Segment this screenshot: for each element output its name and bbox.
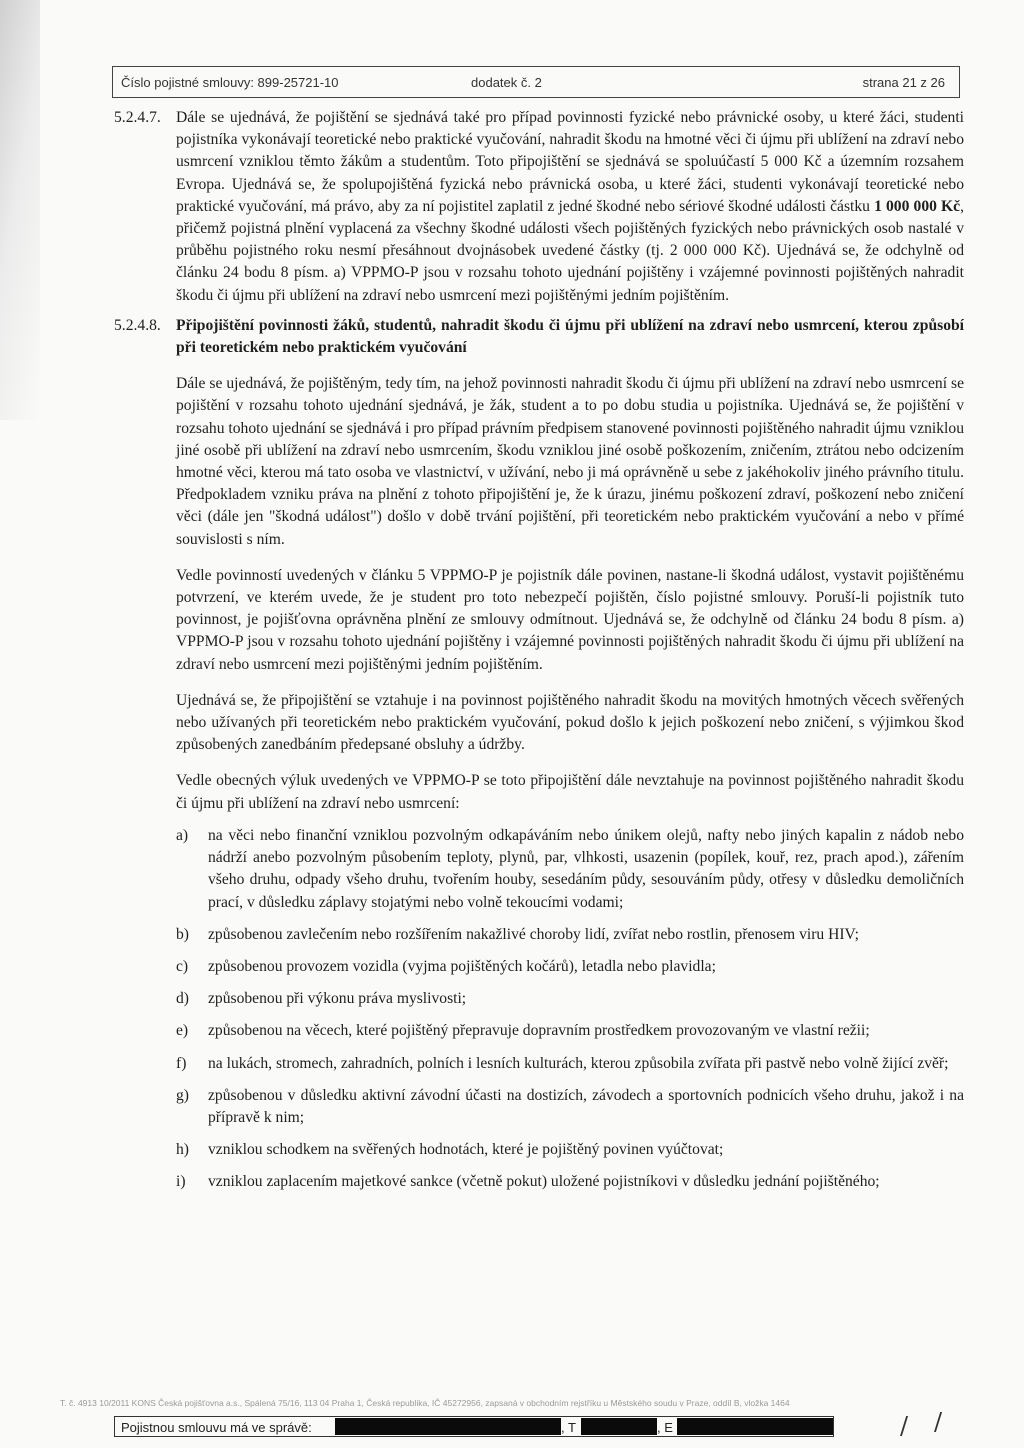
list-item-label: a): [176, 826, 189, 844]
list-item: [176, 825, 964, 914]
list-item-label: e): [176, 1022, 189, 1040]
list-item-text: způsobenou na věcech, které pojištěný přepravuje dopravním prostředkem provozovaným ve vlastní režii;: [208, 1022, 870, 1040]
redacted-phone: [581, 1418, 657, 1435]
phone-label: , T: [561, 1420, 576, 1435]
page-header: [112, 66, 960, 98]
list-item-label: i): [176, 1173, 186, 1191]
handwritten-mark: /: [934, 1408, 943, 1436]
list-item: [176, 1139, 964, 1161]
redacted-name: [335, 1418, 561, 1435]
list-item-label: f): [176, 1054, 187, 1072]
list-item: [176, 1053, 964, 1075]
section-number: 5.2.4.8.: [114, 316, 161, 334]
list-item-text: vzniklou schodkem na svěřených hodnotách, které je pojištěný povinen vyúčtovat;: [208, 1141, 724, 1159]
section-text-part1: Dále se ujednává, že pojištění se sjednává také pro případ povinnosti fyzické nebo právnické osoby, u které žáci, studenti pojistníka vykonávají teoretické nebo praktické vyučování, nahradit škodu na hmotné věci či újmu při ublížení na zdraví nebo usmrcení vzniklou těmto žákům a studentům. Toto připojištění se sjednává se spoluúčastí 5 000 Kč a územním rozsahem Evropa. Ujednává se, že spolupojištěná fyzická nebo právnická osoba, u které žáci, studenti vykonávají teoretické nebo praktické vyučování, má právo, aby za ní pojistitel zaplatil z jedné škodné nebo sériové škodné události částku: [176, 109, 964, 215]
paragraph-2: Vedle povinností uvedených v článku 5 VPPMO-P je pojistník dále povinen, nastane-li škodná událost, vystavit pojištěnému potvrzení, ve kterém uvede, že je student pro toto nebezpečí pojištěn, číslo pojistné smlouvy. Poruší-li pojistník tuto povinnost, je pojišťovna oprávněna plnění ze smlouvy odmítnout. Ujednává se, že odchylně od článku 24 bodu 8 písm. a) VPPMO-P jsou v rozsahu tohoto ujednání pojištěny i vzájemné povinnosti pojištěných nahradit škodu či újmu při ublížení na zdraví nebo usmrcení mezi pojištěnými jedním pojištěním.: [176, 566, 964, 673]
paragraph-3: Ujednává se, že připojištění se vztahuje i na povinnost pojištěného nahradit škodu na movitých hmotných věcech svěřených nebo užívaných při teoretickém nebo praktickém vyučování, pokud došlo k jejich poškození nebo zničení, s výjimkou škod způsobených zanedbáním předepsané obsluhy a údržby.: [176, 691, 964, 754]
exclusions-list: [176, 825, 964, 1194]
insured-amount: 1 000 000 Kč: [874, 197, 961, 215]
section-number: 5.2.4.7.: [114, 109, 161, 126]
amendment-number: dodatek č. 2: [471, 75, 542, 90]
section-text: [176, 107, 964, 307]
list-item-text: způsobenou zavlečením nebo rozšířením nakažlivé choroby lidí, zvířat nebo rostlin, přenosem viru HIV;: [208, 925, 859, 943]
list-item-text: způsobenou provozem vozidla (vyjma pojištěných kočárů), letadla nebo plavidla;: [208, 957, 716, 975]
footer-company-info: T. č. 4913 10/2011 KONS Česká pojišťovna a.s., Spálená 75/16, 113 04 Praha 1, Česká republika, IČ 45272956, zapsaná v obchodním rejstříku u Městského soudu v Praze, oddíl B, vložka 1464: [60, 1398, 790, 1408]
list-item-label: d): [176, 990, 189, 1008]
list-item-label: g): [176, 1086, 189, 1104]
document-body: [114, 107, 964, 1204]
section-5-2-4-8-body: [114, 373, 964, 1193]
paragraph-1: Dále se ujednává, že pojištěným, tedy tím, na jehož povinnosti nahradit škodu či újmu při ublížení na zdraví nebo usmrcení se pojištění v rozsahu tohoto ujednání sjednává, je žák, student a to po dobu studia u pojistníka. Ujednává se, že pojištění v rozsahu tohoto ujednání se sjednává i pro případ právním předpisem stanovené povinnosti pojištěného nahradit újmu vzniklou jiné osobě při ublížení na zdraví nebo usmrcením, škodu vzniklou jiné osobě poškozením, zničením, ztrátou nebo odcizením hmotné věci, kterou má tato osoba ve vlastnictví, v užívání, nebo ji má oprávněně u sebe z jakéhokoliv jiného právního titulu. Předpokladem vzniku práva na plnění z tohoto připojištění je, že k úrazu, jinému poškození zdraví, poškození nebo zničení věci (dále jen "škodná událost") došlo v době trvání pojištění, při teoretickém nebo praktickém vyučování a nebo v přímé souvislosti s ním.: [176, 375, 964, 548]
handwritten-mark: /: [900, 1412, 909, 1440]
list-item-text: způsobenou při výkonu práva myslivosti;: [208, 990, 467, 1008]
footer-administrator-box: [114, 1416, 834, 1437]
section-5-2-4-7: [114, 107, 964, 307]
list-item: [176, 1171, 964, 1193]
paragraph-4: Vedle obecných výluk uvedených ve VPPMO-P se toto připojištění dále nevztahuje na povinnost pojištěného nahradit škodu či újmu při ublížení na zdraví nebo usmrcení:: [176, 772, 964, 812]
list-item-text: na lukách, stromech, zahradních, polních i lesních kulturách, kterou způsobila zvířata při pastvě nebo volně žijící zvěř;: [208, 1054, 949, 1072]
list-item-label: c): [176, 957, 189, 975]
page-number: strana 21 z 26: [862, 75, 945, 90]
list-item-text: na věci nebo finanční vzniklou pozvolným odkapáváním nebo únikem olejů, nafty nebo jiných kapalin z nádob nebo nádrží anebo pozvolným působením teploty, plynů, par, vlhkosti, usazenin (popílek, kouř, rez, prach apod.), zářením všeho druhu, odpady všeho druhu, tvořením houby, sesedáním půdy, sesouváním půdy, otřesy v důsledku demoličních prací, v důsledku záplavy stojatými nebo volně tekoucími vodami;: [208, 826, 964, 911]
list-item-label: b): [176, 925, 189, 943]
scan-shadow: [0, 0, 40, 420]
list-item-text: vzniklou zaplacením majetkové sankce (včetně pokut) uložené pojistníkovi v důsledku jednání pojištěného;: [208, 1173, 880, 1191]
section-title: Připojištění povinnosti žáků, studentů, nahradit škodu či újmu při ublížení na zdraví nebo usmrcení, kterou způsobí při teoretickém nebo praktickém vyučování: [176, 316, 964, 357]
list-item-label: h): [176, 1141, 189, 1159]
redacted-email: [677, 1418, 833, 1435]
section-5-2-4-8: [114, 315, 964, 359]
list-item-text: způsobenou v důsledku aktivní závodní účasti na dostizích, závodech a sportovních podnicích všeho druhu, jakož i na přípravě k nim;: [208, 1086, 964, 1126]
list-item: [176, 1020, 964, 1042]
administrator-label: Pojistnou smlouvu má ve správě:: [121, 1420, 312, 1435]
contract-number: Číslo pojistné smlouvy: 899-25721-10: [121, 75, 339, 90]
list-item: [176, 924, 964, 946]
email-label: , E: [657, 1420, 673, 1435]
list-item: [176, 1085, 964, 1129]
list-item: [176, 956, 964, 978]
section-text-part2: , přičemž pojistná plnění vyplacená za všechny škodné události všech pojištěných fyzických nebo právnických osob nastalé v průběhu pojistného roku nesmí přesáhnout dvojnásobek uvedené částky (tj. 2 000 000 Kč). Ujednává se, že odchylně od článku 24 bodu 8 písm. a) VPPMO-P jsou v rozsahu tohoto ujednání pojištěny i vzájemné povinnosti pojištěných nahradit škodu či újmu při ublížení na zdraví nebo usmrcení mezi pojištěnými jedním pojištěním.: [176, 197, 964, 304]
list-item: [176, 988, 964, 1010]
